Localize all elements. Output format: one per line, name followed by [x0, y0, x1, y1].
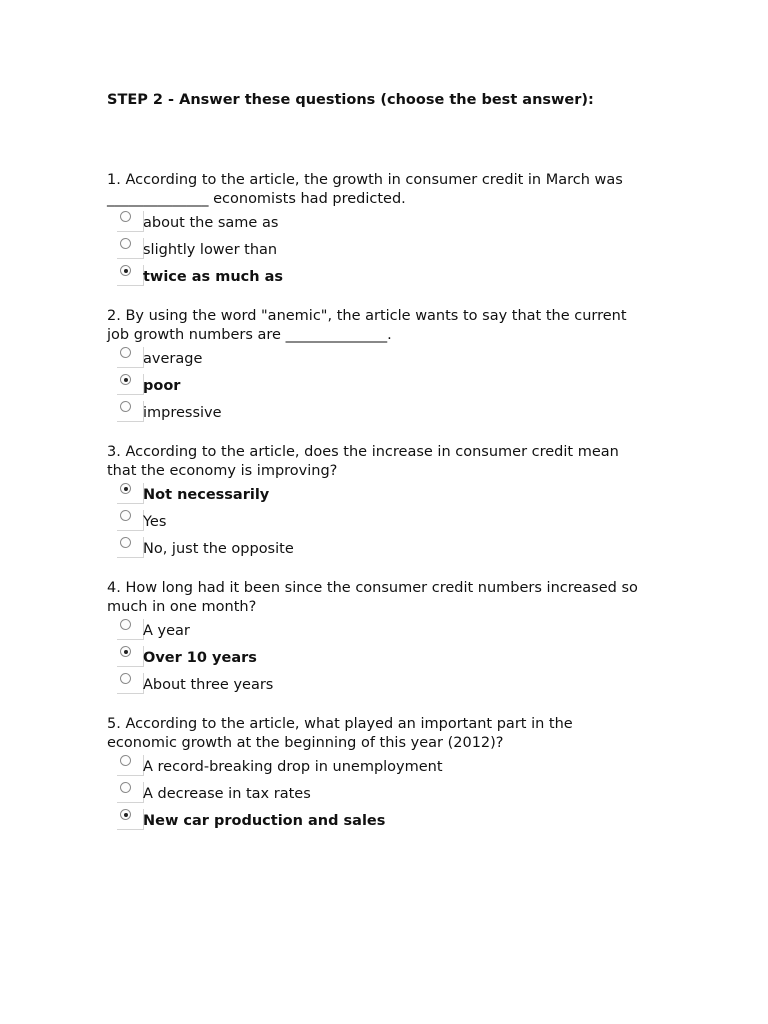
radio-box — [117, 646, 144, 667]
radio-button[interactable] — [120, 347, 131, 358]
radio-box — [117, 619, 144, 640]
option-label: No, just the opposite — [143, 541, 294, 557]
radio-box — [117, 483, 144, 504]
option-1c[interactable] — [107, 263, 707, 290]
option-label: poor — [143, 378, 181, 394]
answer-options — [107, 481, 707, 562]
radio-box — [117, 211, 144, 232]
radio-box — [117, 537, 144, 558]
radio-button[interactable] — [120, 673, 131, 684]
page-title: STEP 2 - Answer these questions (choose the best answer): — [107, 92, 594, 108]
radio-box — [117, 510, 144, 531]
option-label: About three years — [143, 677, 274, 693]
option-label: Over 10 years — [143, 650, 257, 666]
radio-button[interactable] — [120, 211, 131, 222]
question-2 — [107, 307, 707, 426]
radio-button-checked[interactable] — [120, 646, 131, 657]
option-3c[interactable] — [107, 535, 707, 562]
radio-button[interactable] — [120, 238, 131, 249]
option-label: Yes — [143, 514, 167, 530]
radio-button-checked[interactable] — [120, 265, 131, 276]
option-4c[interactable] — [107, 671, 707, 698]
radio-button[interactable] — [120, 619, 131, 630]
radio-button[interactable] — [120, 537, 131, 548]
radio-button-checked[interactable] — [120, 483, 131, 494]
radio-button-checked[interactable] — [120, 374, 131, 385]
option-label: A decrease in tax rates — [143, 786, 311, 802]
question-text: 2. By using the word "anemic", the article wants to say that the current job growth numbers are ______________. — [107, 308, 627, 343]
radio-box — [117, 374, 144, 395]
radio-button[interactable] — [120, 755, 131, 766]
option-2a[interactable] — [107, 345, 707, 372]
question-text: 1. According to the article, the growth in consumer credit in March was ______________ economists had predicted. — [107, 172, 623, 207]
question-5 — [107, 715, 707, 834]
option-label: average — [143, 351, 203, 367]
question-4 — [107, 579, 707, 698]
option-label: impressive — [143, 405, 222, 421]
radio-button-checked[interactable] — [120, 809, 131, 820]
option-5a[interactable] — [107, 753, 707, 780]
option-label: A year — [143, 623, 190, 639]
option-label: twice as much as — [143, 269, 284, 285]
option-2b[interactable] — [107, 372, 707, 399]
option-3a[interactable] — [107, 481, 707, 508]
question-text: 4. How long had it been since the consumer credit numbers increased so much in one month? — [107, 580, 638, 615]
question-text: 5. According to the article, what played an important part in the economic growth at the beginning of this year (2012)? — [107, 716, 573, 751]
option-5b[interactable] — [107, 780, 707, 807]
radio-box — [117, 347, 144, 368]
option-4b[interactable] — [107, 644, 707, 671]
radio-box — [117, 673, 144, 694]
radio-box — [117, 265, 144, 286]
answer-options — [107, 617, 707, 698]
option-4a[interactable] — [107, 617, 707, 644]
radio-button[interactable] — [120, 401, 131, 412]
question-1 — [107, 171, 707, 290]
option-label: New car production and sales — [143, 813, 386, 829]
answer-options — [107, 753, 707, 834]
radio-box — [117, 782, 144, 803]
radio-button[interactable] — [120, 510, 131, 521]
option-3b[interactable] — [107, 508, 707, 535]
radio-box — [117, 401, 144, 422]
answer-options — [107, 345, 707, 426]
option-label: A record-breaking drop in unemployment — [143, 759, 443, 775]
question-text: 3. According to the article, does the increase in consumer credit mean that the economy is improving? — [107, 444, 619, 479]
radio-box — [117, 809, 144, 830]
question-3 — [107, 443, 707, 562]
option-label: about the same as — [143, 215, 279, 231]
answer-options — [107, 209, 707, 290]
option-5c[interactable] — [107, 807, 707, 834]
radio-box — [117, 755, 144, 776]
radio-button[interactable] — [120, 782, 131, 793]
option-label: Not necessarily — [143, 487, 270, 503]
option-1b[interactable] — [107, 236, 707, 263]
option-1a[interactable] — [107, 209, 707, 236]
option-label: slightly lower than — [143, 242, 278, 258]
option-2c[interactable] — [107, 399, 707, 426]
radio-box — [117, 238, 144, 259]
